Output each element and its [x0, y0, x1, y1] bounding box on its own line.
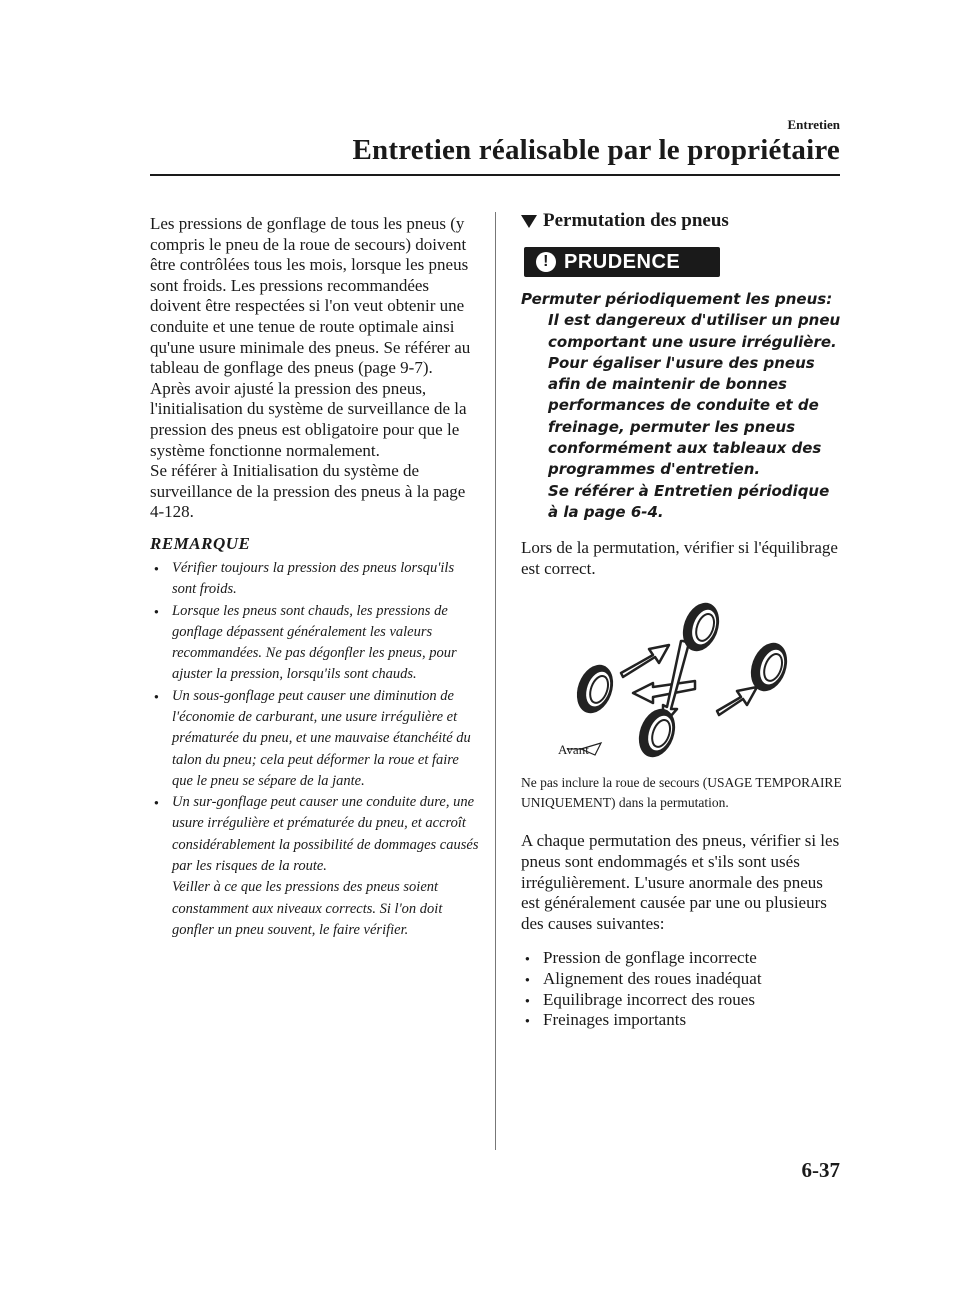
note-item: ● Lorsque les pneus sont chauds, les pressions de gonflage dépassent généralement les valeurs recommandées. Ne pas dégonfler les pneus, pour ajuster la pression, lorsqu'ils sont chauds.: [150, 601, 480, 686]
triangle-marker-icon: [521, 215, 537, 228]
note-item: ● Un sous-gonflage peut causer une diminution de l'économie de carburant, une usure irrégulière et prématurée du pneu, et une mauvaise étanchéité du talon du pneu; cela peut déformer la roue et faire que le pneu se sépare de la jante.: [150, 686, 480, 792]
caution-block: [521, 289, 843, 523]
balance-paragraph: Lors de la permutation, vérifier si l'équilibrage est correct.: [521, 538, 838, 578]
remarque-heading: REMARQUE: [150, 533, 251, 553]
warning-icon: !: [536, 252, 556, 272]
page-number: 6-37: [801, 1158, 840, 1182]
list-item: ● Alignement des roues inadéquat: [521, 969, 843, 990]
right-column: [521, 210, 843, 1031]
section-heading-text: Permutation des pneus: [543, 210, 729, 231]
tire-front-left: [570, 660, 619, 719]
arrow-rear-left-to-front-left: [621, 645, 669, 677]
list-item: ● Equilibrage incorrect des roues: [521, 990, 843, 1011]
front-label: Avant: [558, 742, 589, 758]
inspection-paragraph: A chaque permutation des pneus, vérifier si les pneus sont endommagés et s'ils sont usés irrégulièrement. L'usure anormale des pneus est généralement causée par une ou plusieurs des causes suivantes:: [521, 831, 840, 933]
caution-lead: Permuter périodiquement les pneus:: [521, 290, 833, 308]
list-item: ● Pression de gonflage incorrecte: [521, 948, 843, 969]
diagram-caption: Ne pas inclure la roue de secours (USAGE TEMPORAIRE UNIQUEMENT) dans la permutation.: [521, 775, 842, 810]
header-section: Entretien: [787, 117, 840, 132]
remarque-list: [150, 558, 480, 877]
pressure-paragraph: Les pressions de gonflage de tous les pneus (y compris le pneu de la roue de secours) doivent être contrôlées tous les mois, lorsque les pneus sont froids. Les pressions recommandées doivent être respectées si l'on veut obtenir une conduite et une tenue de route optimale ainsi qu'une usure minimale des pneus. Se référer au tableau de gonflage des pneus (page 9-7).: [150, 214, 471, 378]
page-title: Entretien réalisable par le propriétaire: [352, 134, 840, 166]
rotation-arrows: [621, 641, 757, 725]
list-item: ● Freinages importants: [521, 1010, 843, 1031]
column-divider: [495, 212, 496, 1150]
note-item: ● Un sur-gonflage peut causer une conduite dure, une usure irrégulière et prématurée du pneu, et accroît considérablement la possibilité de dommages causés par les risques de la route.: [150, 792, 480, 877]
note-continuation: Veiller à ce que les pressions des pneus soient constamment aux niveaux corrects. Si l'on doit gonfler un pneu souvent, le faire vérifier.: [172, 879, 443, 938]
arrow-rear-right-to-front-left: [633, 681, 695, 703]
causes-list: [521, 948, 843, 1030]
caution-reference: Se référer à Entretien périodique à la page 6-4.: [548, 481, 830, 521]
caution-body: Il est dangereux d'utiliser un pneu comportant une usure irrégulière. Pour égaliser l'usure des pneus afin de maintenir de bonnes performances de conduite et de freinage, permuter les pneus conformément aux tableaux des programmes d'entretien.: [548, 311, 841, 479]
arrow-front-right-to-rear-right: [717, 687, 757, 715]
caution-label: PRUDENCE: [564, 250, 681, 273]
note-item: ● Vérifier toujours la pression des pneus lorsqu'ils sont froids.: [150, 558, 480, 601]
section-heading: [521, 210, 843, 232]
rotation-diagram: [521, 597, 843, 769]
initialisation-paragraph: Après avoir ajusté la pression des pneus, l'initialisation du système de surveillance de la pression des pneus est obligatoire pour que le système fonctionne normalement.: [150, 378, 467, 460]
left-column: [150, 214, 480, 941]
header-rule: [150, 174, 840, 176]
caution-badge: [524, 247, 720, 277]
reference-paragraph: Se référer à Initialisation du système de surveillance de la pression des pneus à la page 4-128.: [150, 461, 466, 522]
